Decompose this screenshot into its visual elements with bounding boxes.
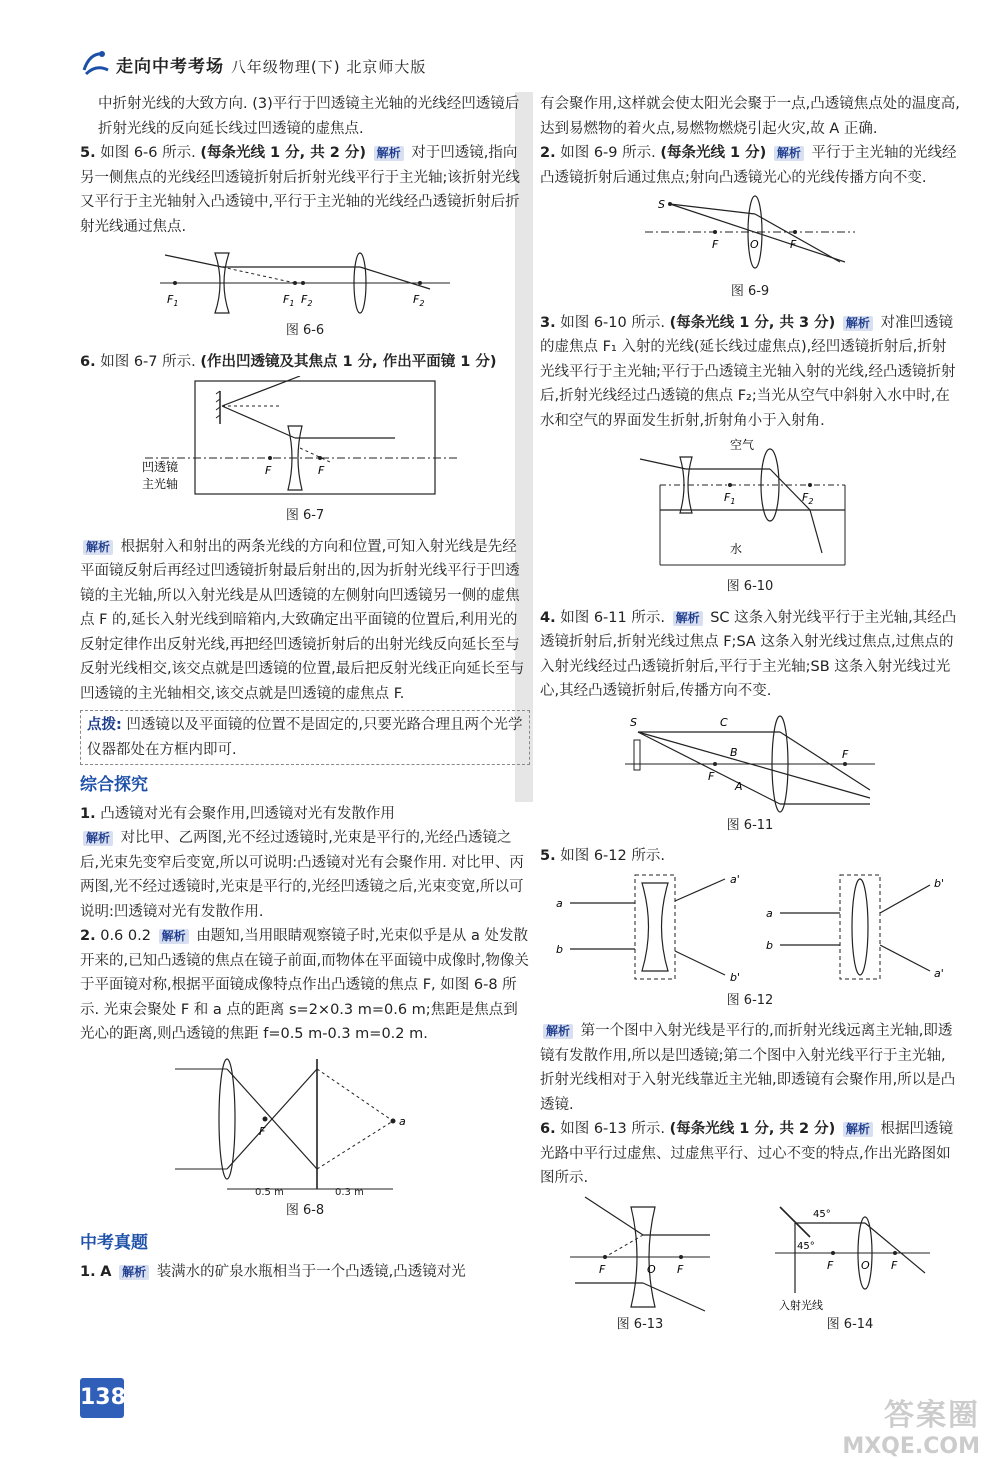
figure-6-14-caption: 图 6-14 <box>826 1316 874 1332</box>
fig614-angle-1: 45° <box>813 1208 831 1220</box>
analysis-tag: 解析 <box>159 929 189 944</box>
fig611-label-f2: F <box>842 747 849 761</box>
runner-logo-icon <box>80 48 112 78</box>
fig612-label-b2: b' <box>730 970 741 984</box>
k1-answer: A <box>100 1263 112 1280</box>
figure-6-11-diagram <box>620 706 880 814</box>
figure-6-6 <box>80 241 530 344</box>
figure-6-9 <box>540 192 960 305</box>
candle-shape <box>634 740 640 770</box>
fig612-label-b4: b' <box>934 876 945 890</box>
figure-6-9-caption: 图 6-9 <box>730 284 770 299</box>
fig614-angle-2: 45° <box>797 1240 815 1252</box>
fig610-label-f2: $F_2$ <box>802 491 814 506</box>
k2-text: 如图 6-9 所示. <box>560 145 656 161</box>
concave-lens-shape <box>642 883 668 971</box>
z1 <box>80 802 530 925</box>
fig612-label-b3: b <box>766 938 773 952</box>
tip-box <box>80 710 530 765</box>
figure-6-10 <box>540 435 960 600</box>
fig612-label-a: a <box>556 896 563 910</box>
figure-6-8-diagram <box>165 1049 445 1199</box>
k6-body: 根据凹透镜光路中平行过虚焦、过虚焦平行、过心不变的特点,作出光路图如图所示. <box>540 1121 953 1186</box>
fig69-label-f1: F <box>712 238 719 251</box>
fig66-label-f1b: $F_1$ <box>283 293 295 308</box>
q5-num: 5. <box>80 145 96 161</box>
k6-score: (每条光线 1 分, 共 2 分) <box>669 1121 836 1137</box>
k5 <box>540 844 960 869</box>
k1-body: 装满水的矿泉水瓶相当于一个凸透镜,凸透镜对光 <box>156 1263 466 1280</box>
fig613-label-f2: F <box>677 1262 684 1276</box>
fig614-incident-label: 入射光线 <box>779 1298 823 1312</box>
k3-body: 对准凹透镜的虚焦点 F₁ 入射的光线(延长线过虚焦点),经凹透镜折射后,折射光线平行于主光轴;平行于凸透镜主光轴入射的光线,经凸透镜折射后,折射光线经过凸透镜的焦点 F₂;当光从空气中斜射入水中时,在水和空气的界面发生折射,折射角小于入射角. <box>540 314 956 429</box>
fig66-label-f1: $F_1$ <box>167 293 179 308</box>
q6-text: 如图 6-7 所示. <box>100 353 196 370</box>
z2-answer: 0.6 0.2 <box>100 928 151 944</box>
k3-score: (每条光线 1 分, 共 3 分) <box>669 314 836 331</box>
tip-body: 凹透镜以及平面镜的位置不是固定的,只要光路合理且两个光学仪器都处在方框内即可. <box>87 717 523 758</box>
fig611-label-c: C <box>720 715 728 729</box>
figure-6-13-diagram <box>565 1193 715 1313</box>
fig611-label-f1: F <box>708 769 715 783</box>
fig614-label-f2: F <box>891 1258 898 1272</box>
q6-score: (作出凹透镜及其焦点 1 分, 作出平面镜 1 分) <box>200 353 497 370</box>
fig612-label-a2: a' <box>730 872 740 886</box>
convex-lens-shape <box>852 879 868 975</box>
q5-body: 对于凹透镜,指向另一侧焦点的光线经凹透镜折射后折射光线平行于主光轴;该折射光线又平行于主光轴射入凸透镜中,平行于主光轴的光线经凸透镜折射后折射光线通过焦点. <box>80 145 520 235</box>
analysis-tag: 解析 <box>843 1122 873 1137</box>
fig611-label-b: B <box>730 745 738 759</box>
fig67-label-f2: F <box>318 464 325 477</box>
fig66-label-f2b: $F_2$ <box>413 293 425 308</box>
fig611-label-a: A <box>735 779 743 793</box>
fig69-label-f2: F <box>790 238 797 251</box>
fig614-label-f1: F <box>827 1258 834 1272</box>
k2-num: 2. <box>540 145 556 161</box>
figure-6-8-caption: 图 6-8 <box>285 1202 325 1218</box>
k4-text: 如图 6-11 所示. <box>560 609 665 626</box>
fig614-label-o: O <box>861 1258 870 1272</box>
figure-6-14-diagram <box>765 1193 935 1313</box>
k4-body: SC 这条入射光线平行于主光轴,其经凸透镜折射后,折射光线过焦点 F;SA 这条入射光线过焦点,过焦点的入射光线经过凸透镜折射后,平行于主光轴;SB 这条入射光线过光心,其经凸透镜折射后,传播方向不变. <box>540 609 957 699</box>
fig613-label-f1: F <box>599 1262 606 1276</box>
watermark-text-2: MXQE.COM <box>842 1434 980 1459</box>
fig610-label-water: 水 <box>730 542 743 556</box>
figure-6-6-caption: 图 6-6 <box>285 323 325 338</box>
fig610-label-air: 空气 <box>730 438 755 452</box>
figure-6-13-caption: 图 6-13 <box>616 1316 664 1332</box>
k5-analysis <box>540 1019 960 1117</box>
fig612-label-a3: a <box>766 906 773 920</box>
k6 <box>540 1117 960 1191</box>
watermark <box>830 1390 980 1459</box>
analysis-tag: 解析 <box>374 146 404 161</box>
z1-num: 1. <box>80 805 96 822</box>
analysis-tag: 解析 <box>843 316 873 331</box>
figure-6-8 <box>80 1049 530 1224</box>
figure-6-12 <box>540 871 960 1014</box>
figure-6-7 <box>80 376 530 529</box>
q5 <box>80 141 530 239</box>
figure-6-10-caption: 图 6-10 <box>726 579 774 594</box>
k3 <box>540 311 960 434</box>
figure-6-14 <box>765 1193 935 1338</box>
fig67-label-f1: F <box>265 464 272 477</box>
section-title-exam: 中考真题 <box>80 1233 148 1253</box>
figure-6-11-caption: 图 6-11 <box>726 817 774 833</box>
page-header <box>80 44 940 84</box>
figure-6-11 <box>540 706 960 839</box>
fig68-label-a: a <box>399 1114 406 1128</box>
right-column <box>540 92 960 1343</box>
fig68-distance-2: 0.3 m <box>335 1186 364 1198</box>
page-number: 138 <box>80 1378 124 1418</box>
k5-analysis-body: 第一个图中入射光线是平行的,而折射光线远离主光轴,即透镜有发散作用,所以是凹透镜;第二个图中入射光线平行于主光轴,折射光线相对于入射光线靠近主光轴,即透镜有会聚作用,所以是凸透镜. <box>540 1023 956 1113</box>
k2 <box>540 141 960 190</box>
fig69-label-s: S <box>658 198 665 211</box>
q6-analysis <box>80 535 530 707</box>
fig610-label-f1: $F_1$ <box>724 491 736 506</box>
k1-continued: 有会聚作用,这样就会使太阳光会聚于一点,凸透镜焦点处的温度高,达到易燃物的着火点,易燃物燃烧引起火灾,故 A 正确. <box>540 96 960 137</box>
k4-num: 4. <box>540 609 556 626</box>
left-column <box>80 92 530 1284</box>
q6-analysis-body: 根据射入和射出的两条光线的方向和位置,可知入射光线是先经平面镜反射后再经过凹透镜折射最后射出的,因为折射光线平行于凹透镜的主光轴,所以入射光线是从凹透镜的左侧射向凹透镜另一侧的虚焦点 F 的,延长入射光线到暗箱内,大致确定出平面镜的位置后,利用光的反射定律作出反射光线,再把经凹透镜折射后的出射光线反向延长至与反射光线相交,该交点就是凹透镜的位置,最后把反射光线正向延长至与凹透镜的主光轴相交,该交点就是凹透镜的虚焦点 F. <box>80 538 525 702</box>
fig68-distance-1: 0.5 m <box>255 1186 284 1198</box>
analysis-tag: 解析 <box>543 1024 573 1039</box>
k5-text: 如图 6-12 所示. <box>560 848 665 864</box>
z2-body: 由题知,当用眼睛观察镜子时,光束似乎是从 a 处发散开来的,已知凸透镜的焦点在镜子前面,而物体在平面镜中成像时,物像关于平面镜对称,根据平面镜成像特点作出凸透镜的焦点 F, 如图 6-8 所示. 光束会聚处 F 和 a 点的距离 s=2×0.3 m=0.6 m;焦距是焦点到光心的距离,则凸透镜的焦距 f=0.5 m-0.3 m=0.2 m. <box>80 928 529 1042</box>
intro-text: 中折射光线的大致方向. (3)平行于凹透镜主光轴的光线经凹透镜后折射光线的反向延长线过凹透镜的虚焦点. <box>98 96 520 137</box>
fig67-side-label-1: 凹透镜 <box>142 460 179 474</box>
fig612-label-b: b <box>556 942 563 956</box>
watermark-text-1: 答案圈 <box>884 1398 980 1433</box>
fig69-label-o: O <box>750 238 759 251</box>
k4 <box>540 606 960 704</box>
fig611-label-s: S <box>630 715 637 729</box>
figure-6-13 <box>565 1193 715 1338</box>
z2-num: 2. <box>80 928 96 944</box>
k6-num: 6. <box>540 1121 556 1137</box>
k1 <box>80 1260 530 1285</box>
k2-score: (每条光线 1 分) <box>660 145 767 161</box>
figure-6-12-diagram <box>550 871 950 989</box>
fig66-label-f2: $F_2$ <box>301 293 313 308</box>
book-subtitle: 八年级物理(下) 北京师大版 <box>230 58 427 76</box>
q5-score: (每条光线 1 分, 共 2 分) <box>200 145 367 161</box>
figure-6-7-diagram <box>140 376 470 504</box>
k1-num: 1. <box>80 1263 96 1280</box>
section-title-comprehensive: 综合探究 <box>80 775 148 795</box>
q5-text: 如图 6-6 所示. <box>100 145 196 161</box>
fig67-side-label-2: 主光轴 <box>142 477 179 491</box>
fig612-label-a4: a' <box>934 966 944 980</box>
header-title <box>116 52 426 77</box>
z1-body: 对比甲、乙两图,光不经过透镜时,光束是平行的,光经凸透镜之后,光束先变窄后变宽,所以可说明:凸透镜对光有会聚作用. 对比甲、丙两图,光不经过透镜时,光束是平行的,光经凹透镜之后,光束变宽,所以可说明:凹透镜对光有发散作用. <box>80 830 524 920</box>
figure-6-6-diagram <box>155 241 455 319</box>
k3-text: 如图 6-10 所示. <box>560 314 665 331</box>
convex-lens-shape <box>219 1059 235 1179</box>
z1-text: 凸透镜对光有会聚作用,凹透镜对光有发散作用 <box>100 805 395 822</box>
q6 <box>80 350 530 375</box>
analysis-tag: 解析 <box>83 831 113 846</box>
figure-6-12-caption: 图 6-12 <box>726 992 774 1008</box>
k5-num: 5. <box>540 848 556 864</box>
figure-6-13-6-14 <box>540 1193 960 1338</box>
analysis-tag: 解析 <box>774 146 804 161</box>
z2 <box>80 924 530 1047</box>
k2-body: 平行于主光轴的光线经凸透镜折射后通过焦点;射向凸透镜光心的光线传播方向不变. <box>540 145 957 186</box>
k6-text: 如图 6-13 所示. <box>560 1121 665 1137</box>
figure-6-7-caption: 图 6-7 <box>285 508 325 523</box>
analysis-tag: 解析 <box>673 611 703 626</box>
q6-num: 6. <box>80 353 96 370</box>
k3-num: 3. <box>540 314 556 331</box>
figure-6-10-diagram <box>630 435 870 575</box>
book-title: 走向中考考场 <box>116 57 224 77</box>
analysis-tag: 解析 <box>119 1265 149 1280</box>
fig68-label-f: F <box>259 1124 266 1138</box>
analysis-tag: 解析 <box>83 540 113 555</box>
figure-6-9-diagram <box>640 192 860 280</box>
tip-label: 点拨: <box>87 717 122 733</box>
fig613-label-o: O <box>647 1262 656 1276</box>
